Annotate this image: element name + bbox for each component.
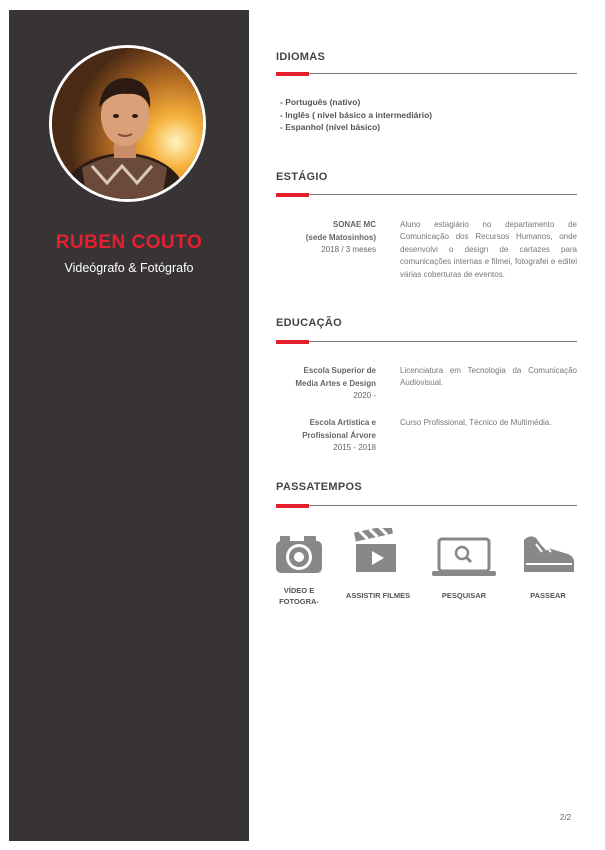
accent-bar (276, 504, 309, 508)
hobby-label (264, 585, 334, 607)
page-number: 2/2 (560, 813, 572, 822)
section-title-passatempos: PASSATEMPOS (276, 481, 363, 493)
internship-org (270, 219, 376, 257)
hobby-label: PESQUISAR (441, 591, 487, 600)
section-title-idiomas: IDIOMAS (276, 51, 326, 63)
hobby-label-line: VÍDEO E (283, 586, 315, 595)
section-rule (276, 194, 577, 195)
list-item: - Inglês ( nível básico a intermediário) (280, 109, 433, 120)
org-name: Escola Artística e (309, 418, 376, 427)
hobby-label: ASSISTIR FILMES (345, 591, 411, 600)
education-description: Curso Profissional, Técnico de Multimédia. (400, 418, 552, 427)
section-rule (276, 505, 577, 506)
laptop-search-icon (430, 537, 498, 577)
org-name: SONAE MC (332, 220, 376, 229)
sneaker-icon (520, 532, 576, 574)
list-item: - Português (nativo) (280, 97, 361, 107)
section-rule (276, 73, 577, 74)
org-name: (sede Matosinhos) (305, 232, 376, 242)
section-title-estagio: ESTÁGIO (276, 171, 328, 183)
entry-date: 2015 - 2018 (333, 443, 376, 452)
accent-bar (276, 193, 309, 197)
accent-bar (276, 72, 309, 76)
org-name: Media Artes e Design (295, 378, 376, 388)
education-org (270, 365, 376, 403)
entry-date: 2018 / 3 meses (321, 245, 376, 254)
hobby-label-line: FOTOGRA- (279, 597, 319, 606)
internship-description: Aluno estagiário no departamento de Comunicação dos Recursos Humanos, onde desenvolvi o design de cartazes para comunicações internas e filmei, fotografei e editei várias coberturas de eventos. (400, 220, 577, 279)
language-list (280, 96, 432, 134)
entry-date: 2020 - (353, 391, 376, 400)
profile-role: Videógrafo & Fotógrafo (64, 261, 194, 275)
education-org (270, 417, 376, 455)
clapperboard-icon (354, 528, 398, 574)
list-item: - Espanhol (nível básico) (280, 122, 381, 132)
section-rule (276, 341, 577, 342)
org-name: Profissional Árvore (302, 430, 376, 440)
profile-photo (49, 45, 206, 202)
section-title-educacao: EDUCAÇÃO (276, 317, 342, 329)
sidebar (9, 10, 249, 841)
hobby-label: PASSEAR (530, 591, 566, 600)
accent-bar (276, 340, 309, 344)
org-name: Escola Superior de (303, 366, 376, 375)
camera-icon (274, 533, 324, 575)
education-description: Licenciatura em Tecnologia da Comunicação Audiovisual. (400, 366, 577, 388)
profile-name: RUBEN COUTO (55, 232, 203, 253)
